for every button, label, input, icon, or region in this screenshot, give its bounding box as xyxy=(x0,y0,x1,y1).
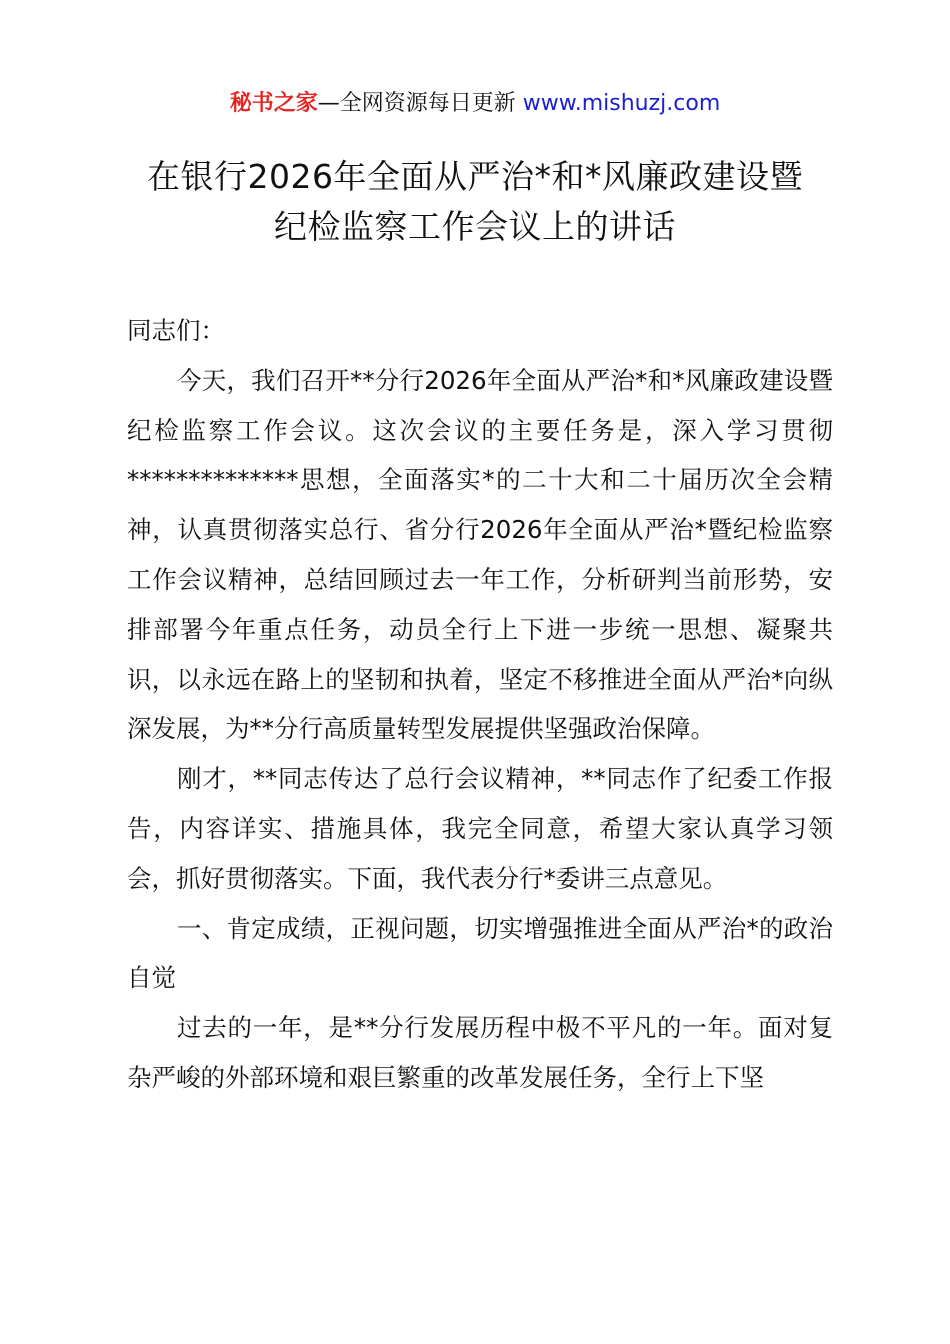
salutation: 同志们： xyxy=(127,316,225,345)
title-line-1: 在银行2026年全面从严治*和*风廉政建设暨 xyxy=(147,157,803,196)
title-line-2: 纪检监察工作会议上的讲话 xyxy=(274,207,676,246)
paragraph-opening: 今天，我们召开**分行2026年全面从严治*和*风廉政建设暨纪检监察工作会议。这次会议的主要任务是，深入学习贯彻**************思想，全面落实*的二十大和二十届历次全会精神，认真贯彻落实总行、省分行2026年全面从严治*暨纪检监察工作会议精神，总结回顾过去一年工作，分析研判当前形势，安排部署今年重点任务，动员全行上下进一步统一思想、凝聚共识，以永远在路上的坚韧和执着，坚定不移推进全面从严治*向纵深发展，为**分行高质量转型发展提供坚强政治保障。 xyxy=(127,365,833,744)
paragraph-review: 过去的一年，是**分行发展历程中极不平凡的一年。面对复杂严峻的外部环境和艰巨繁重的改革发展任务，全行上下坚 xyxy=(127,1013,833,1092)
site-url-link[interactable]: www.mishuzj.com xyxy=(522,91,721,116)
site-header xyxy=(0,86,950,122)
section-heading-1: 一、肯定成绩，正视问题，切实增强推进全面从严治*的政治自觉 xyxy=(127,913,833,993)
header-tagline: —全网资源每日更新 xyxy=(317,91,523,116)
document-body xyxy=(127,306,833,1103)
document-title xyxy=(100,152,850,252)
paragraph-response: 刚才，**同志传达了总行会议精神，**同志作了纪委工作报告，内容详实、措施具体，我完全同意，希望大家认真学习领会，抓好贯彻落实。下面，我代表分行*委讲三点意见。 xyxy=(127,764,833,893)
brand-name: 秘书之家 xyxy=(229,91,318,116)
